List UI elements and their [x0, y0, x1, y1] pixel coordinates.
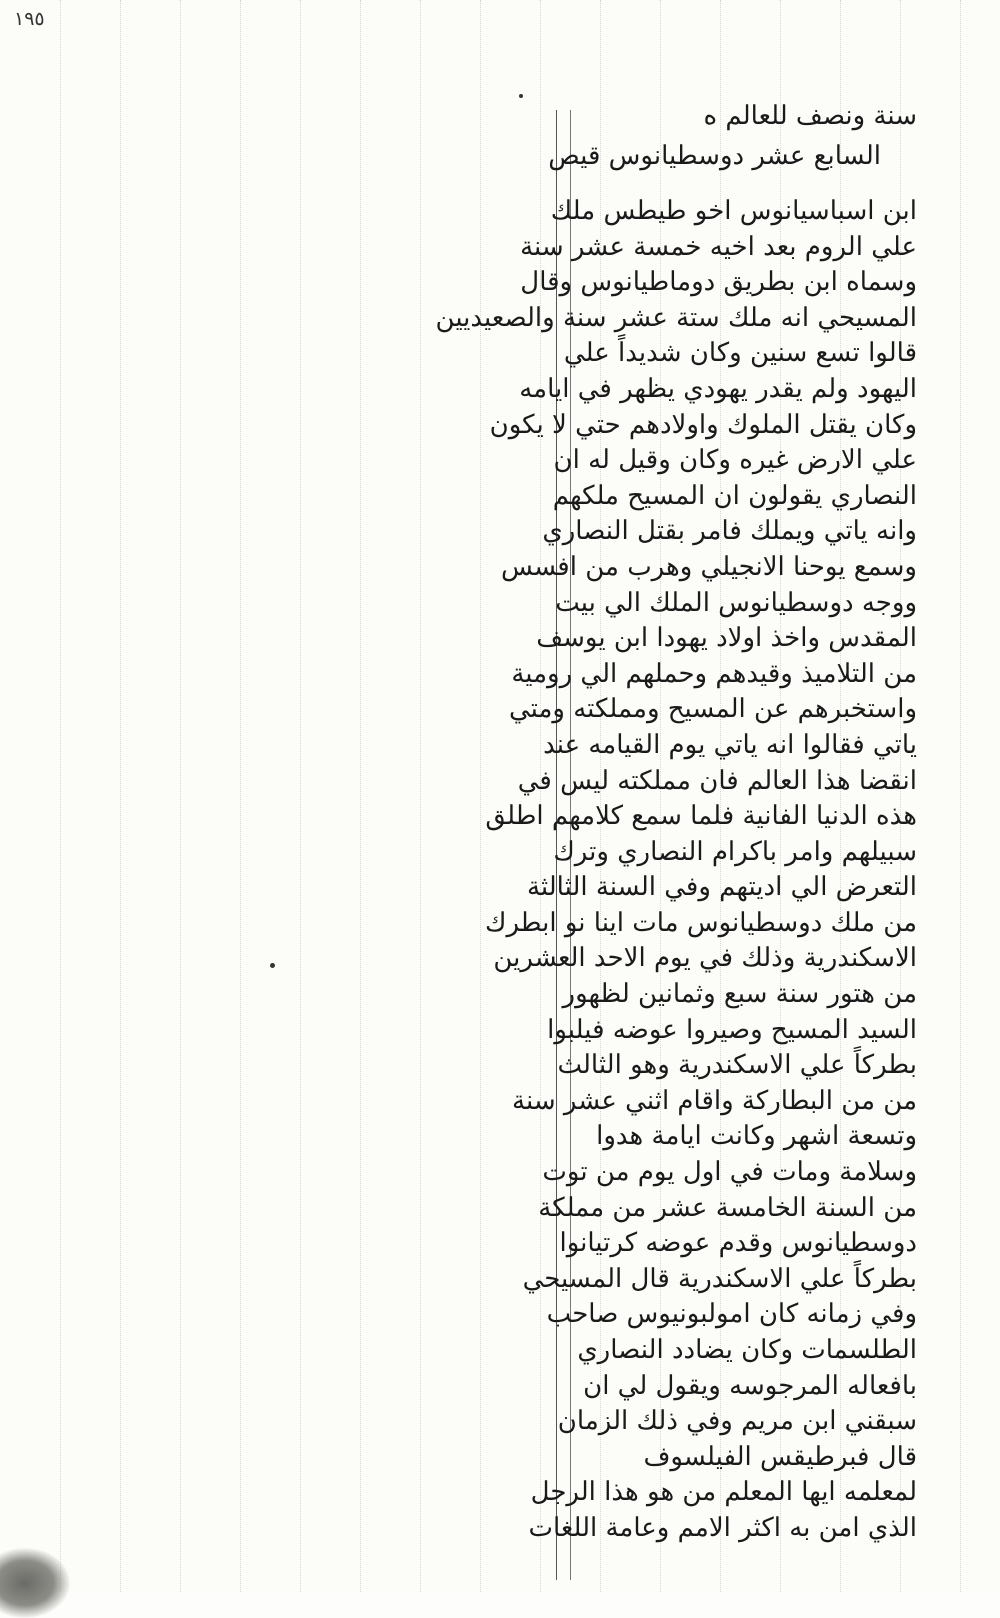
text-line: واستخبرهم عن المسيح ومملكته ومتي	[508, 694, 917, 725]
text-line: من ملك دوسطيانوس مات اينا نو ابطرك	[485, 907, 917, 938]
grid-line	[240, 0, 241, 1592]
grid-line	[300, 0, 301, 1592]
text-line: من هتور سنة سبع وثمانين لظهور	[562, 979, 917, 1010]
text-line: وسماه ابن بطريق دوماطيانوس وقال	[520, 267, 917, 298]
text-line: اليهود ولم يقدر يهودي يظهر في ايامه	[519, 373, 917, 404]
grid-line	[480, 0, 481, 1592]
text-line: الاسكندرية وذلك في يوم الاحد العشرين	[493, 943, 917, 974]
text-line: وتسعة اشهر وكانت ايامة هدوا	[596, 1121, 917, 1152]
grid-line	[60, 0, 61, 1592]
grid-line	[180, 0, 181, 1592]
folio-number: ١٩٥	[14, 8, 45, 30]
text-line: بطركاً علي الاسكندرية قال المسيحي	[522, 1263, 917, 1294]
text-line: الطلسمات وكان يضادد النصاري	[577, 1335, 917, 1365]
manuscript-text	[435, 96, 917, 1547]
text-line: المسيحي انه ملك ستة عشر سنة والصعيديين	[435, 302, 917, 333]
text-line: الذي امن به اكثر الامم وعامة اللغات	[528, 1512, 917, 1543]
text-line: هذه الدنيا الفانية فلما سمع كلامهم اطلق	[485, 801, 917, 832]
text-line: من التلاميذ وقيدهم وحملهم الي رومية	[511, 658, 917, 689]
text-line: علي الارض غيره وكان وقيل له ان	[553, 445, 917, 476]
text-line: التعرض الي اديتهم وفي السنة الثالثة	[526, 872, 917, 903]
text-line: سبقني ابن مريم وفي ذلك الزمان	[557, 1406, 917, 1437]
text-line: وانه ياتي ويملك فامر بقتل النصاري	[542, 516, 917, 547]
text-line: لمعلمه ايها المعلم من هو هذا الرجل	[530, 1477, 917, 1508]
text-line: انقضا هذا العالم فان مملكته ليس في	[517, 765, 917, 796]
heading-line-2: السابع عشر دوسطيانوس قيص	[548, 141, 881, 171]
text-line: علي الروم بعد اخيه خمسة عشر سنة	[520, 231, 917, 262]
grid-line	[120, 0, 121, 1592]
text-line: ياتي فقالوا انه ياتي يوم القيامه عند	[543, 729, 917, 760]
text-line: بطركاً علي الاسكندرية وهو الثالث	[557, 1050, 917, 1081]
text-line: سبيلهم وامر باكرام النصاري وترك	[553, 836, 917, 867]
text-line: بافعاله المرجوسه ويقول لي ان	[583, 1370, 917, 1401]
text-line: قال فبرطيقس الفيلسوف	[643, 1441, 917, 1472]
grid-line	[360, 0, 361, 1592]
text-line: دوسطيانوس وقدم عوضه كرتيانوا	[559, 1228, 917, 1259]
text-line: وكان يقتل الملوك واولادهم حتي لا يكون	[489, 409, 917, 440]
text-line: السيد المسيح وصيروا عوضه فيلبوا	[547, 1014, 917, 1045]
ink-speck	[519, 94, 523, 98]
text-line: وسمع يوحنا الانجيلي وهرب من افسس	[500, 551, 917, 582]
text-line: من من البطاركة واقام اثني عشر سنة	[512, 1085, 917, 1116]
ink-speck	[270, 963, 275, 968]
text-line: من السنة الخامسة عشر من مملكة	[538, 1192, 917, 1223]
text-line: ووجه دوسطيانوس الملك الي بيت	[555, 587, 917, 618]
text-line: النصاري يقولون ان المسيح ملكهم	[552, 480, 917, 511]
text-line: المقدس واخذ اولاد يهودا ابن يوسف	[536, 623, 917, 654]
text-line: وفي زمانه كان امولبونيوس صاحب	[546, 1299, 917, 1330]
heading-line-1: سنة ونصف للعالم ه	[703, 101, 917, 131]
grid-line	[420, 0, 421, 1592]
text-line: ابن اسباسيانوس اخو طيطس ملك	[550, 196, 917, 226]
text-line: قالوا تسع سنين وكان شديداً علي	[563, 338, 917, 369]
text-line: وسلامة ومات في اول يوم من توت	[542, 1157, 917, 1188]
grid-line	[960, 0, 961, 1592]
